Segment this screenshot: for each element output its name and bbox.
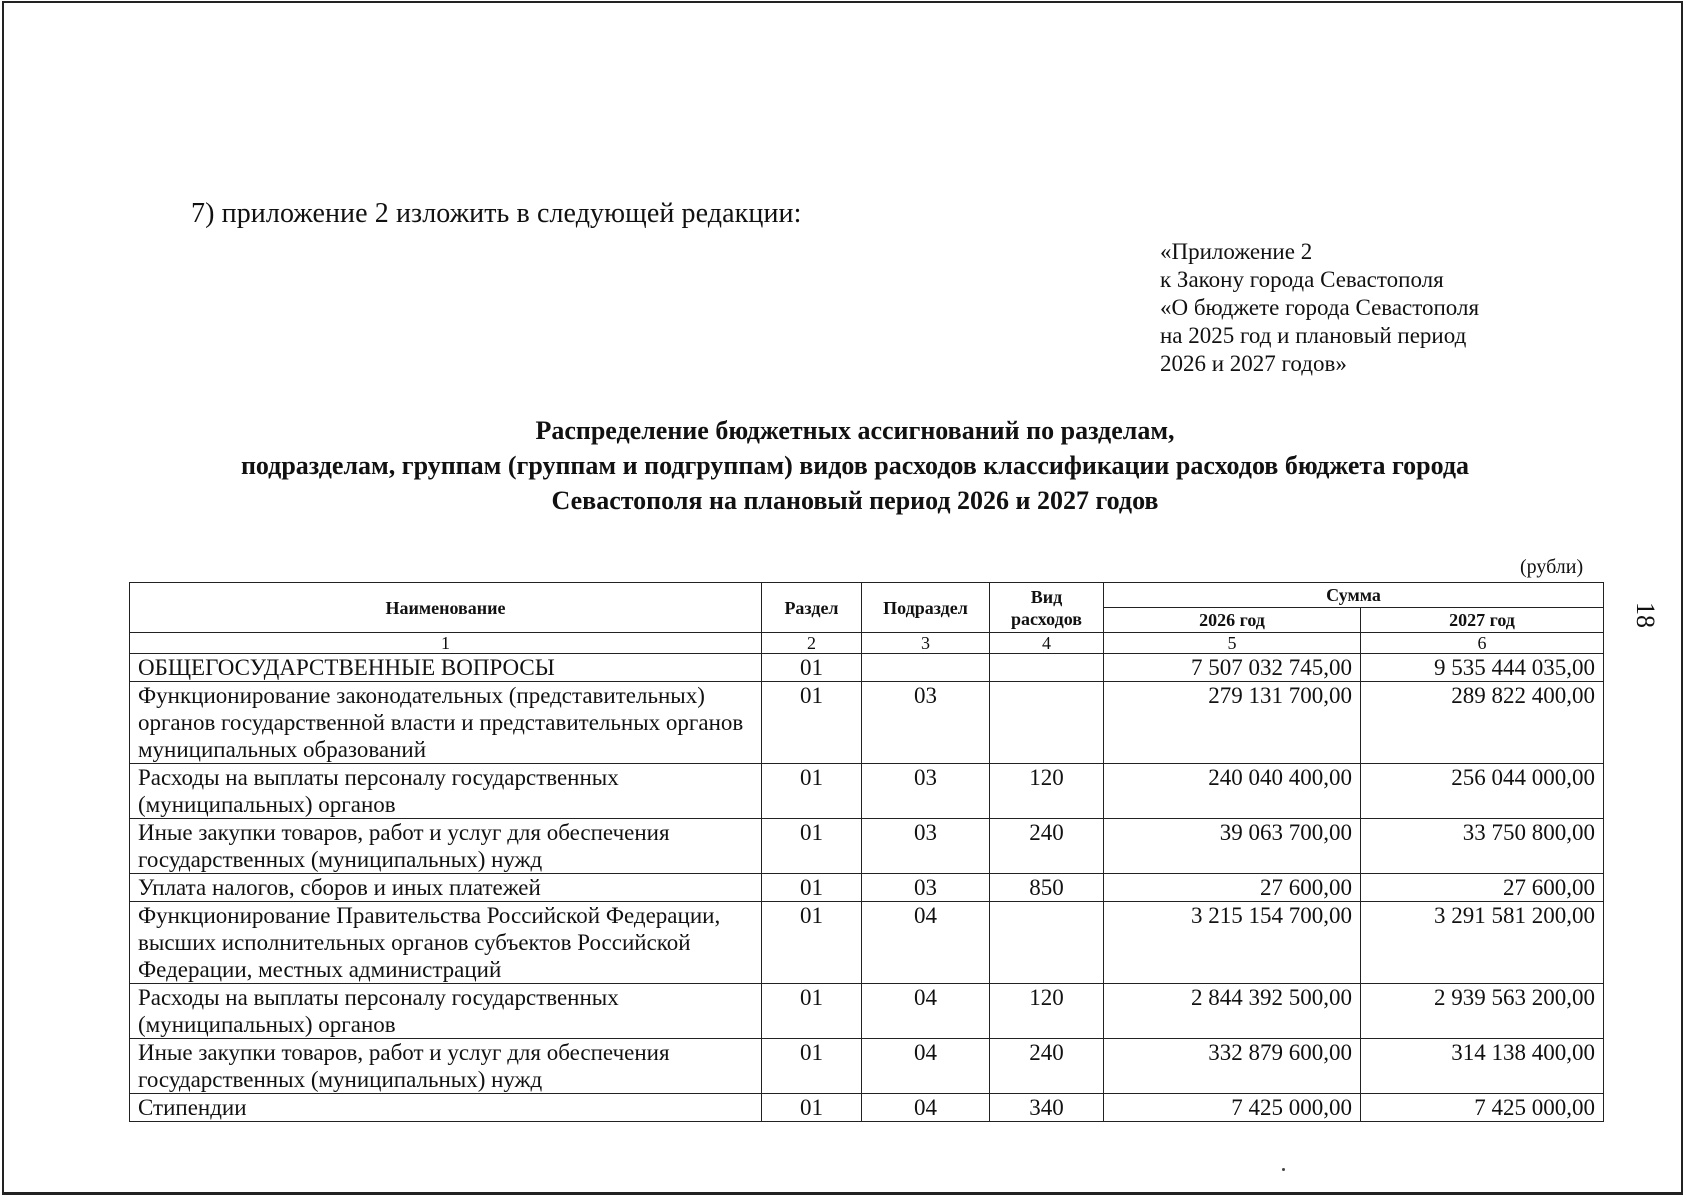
row-section: 01: [762, 682, 862, 764]
row-section: 01: [762, 764, 862, 819]
column-number: 5: [1104, 633, 1361, 654]
table-row: [130, 1039, 1604, 1094]
row-amount-2026: 332 879 600,00: [1104, 1039, 1361, 1094]
header-section: Раздел: [762, 583, 862, 633]
table-row: [130, 764, 1604, 819]
row-name: Стипендии: [130, 1094, 762, 1122]
title-line: подразделам, группам (группам и подгруппам) видов расходов классификации расходов бюджета города: [240, 451, 1470, 480]
row-name: Функционирование Правительства Российской Федерации, высших исполнительных органов субъектов Российской Федерации, местных администраций: [130, 902, 762, 984]
budget-table: [129, 582, 1604, 1122]
row-expense-type: [990, 902, 1104, 984]
row-amount-2026: 3 215 154 700,00: [1104, 902, 1361, 984]
row-amount-2026: 240 040 400,00: [1104, 764, 1361, 819]
row-section: 01: [762, 874, 862, 902]
row-section: 01: [762, 984, 862, 1039]
row-name: Иные закупки товаров, работ и услуг для обеспечения государственных (муниципальных) нужд: [130, 1039, 762, 1094]
row-subsection: 04: [862, 1039, 990, 1094]
row-amount-2026: 39 063 700,00: [1104, 819, 1361, 874]
row-amount-2026: 2 844 392 500,00: [1104, 984, 1361, 1039]
amendment-intro: 7) приложение 2 изложить в следующей редакции:: [191, 198, 802, 229]
row-amount-2027: 256 044 000,00: [1361, 764, 1604, 819]
row-subsection: 03: [862, 874, 990, 902]
row-amount-2027: 2 939 563 200,00: [1361, 984, 1604, 1039]
table-row: [130, 1094, 1604, 1122]
row-name: Уплата налогов, сборов и иных платежей: [130, 874, 762, 902]
row-section: 01: [762, 1094, 862, 1122]
row-expense-type: 240: [990, 819, 1104, 874]
row-amount-2027: 9 535 444 035,00: [1361, 654, 1604, 682]
appendix-ref-line: на 2025 год и плановый период: [1160, 323, 1467, 348]
row-subsection: 03: [862, 764, 990, 819]
header-year-2027: 2027 год: [1361, 608, 1604, 633]
column-number: 4: [990, 633, 1104, 654]
units-label: (рубли): [1520, 556, 1584, 578]
column-number: 1: [130, 633, 762, 654]
row-subsection: [862, 654, 990, 682]
table-row: [130, 874, 1604, 902]
header-sum: Сумма: [1104, 583, 1604, 608]
row-amount-2026: 7 507 032 745,00: [1104, 654, 1361, 682]
row-amount-2026: 27 600,00: [1104, 874, 1361, 902]
row-section: 01: [762, 819, 862, 874]
row-amount-2027: 3 291 581 200,00: [1361, 902, 1604, 984]
row-amount-2027: 289 822 400,00: [1361, 682, 1604, 764]
table-header-row: [130, 583, 1604, 608]
column-number: 3: [862, 633, 990, 654]
table-row: [130, 654, 1604, 682]
row-amount-2027: 27 600,00: [1361, 874, 1604, 902]
appendix-ref-line: 2026 и 2027 годов»: [1160, 351, 1347, 376]
column-number-row: [130, 633, 1604, 654]
row-amount-2026: 7 425 000,00: [1104, 1094, 1361, 1122]
row-subsection: 03: [862, 819, 990, 874]
table-row: [130, 819, 1604, 874]
appendix-reference: [1160, 238, 1479, 378]
header-name: Наименование: [130, 583, 762, 633]
table-row: [130, 682, 1604, 764]
appendix-ref-line: «Приложение 2: [1160, 239, 1313, 264]
row-expense-type: 240: [990, 1039, 1104, 1094]
row-name: Иные закупки товаров, работ и услуг для обеспечения государственных (муниципальных) нужд: [130, 819, 762, 874]
row-expense-type: 120: [990, 984, 1104, 1039]
row-subsection: 04: [862, 902, 990, 984]
row-expense-type: 340: [990, 1094, 1104, 1122]
row-expense-type: 850: [990, 874, 1104, 902]
row-amount-2027: 7 425 000,00: [1361, 1094, 1604, 1122]
row-subsection: 04: [862, 1094, 990, 1122]
row-section: 01: [762, 1039, 862, 1094]
title-line: Распределение бюджетных ассигнований по разделам,: [535, 416, 1175, 445]
scan-speck: [1282, 1168, 1285, 1171]
row-name: Расходы на выплаты персоналу государственных (муниципальных) органов: [130, 984, 762, 1039]
column-number: 6: [1361, 633, 1604, 654]
row-expense-type: 120: [990, 764, 1104, 819]
row-subsection: 03: [862, 682, 990, 764]
row-expense-type: [990, 654, 1104, 682]
row-name: Расходы на выплаты персоналу государственных (муниципальных) органов: [130, 764, 762, 819]
header-subsection: Подраздел: [862, 583, 990, 633]
row-name: ОБЩЕГОСУДАРСТВЕННЫЕ ВОПРОСЫ: [130, 654, 762, 682]
table-row: [130, 902, 1604, 984]
appendix-ref-line: «О бюджете города Севастополя: [1160, 295, 1480, 320]
row-subsection: 04: [862, 984, 990, 1039]
page-number: 18: [1631, 602, 1660, 628]
row-section: 01: [762, 654, 862, 682]
row-amount-2027: 33 750 800,00: [1361, 819, 1604, 874]
header-expense-type: Вид расходов: [990, 583, 1104, 633]
header-year-2026: 2026 год: [1104, 608, 1361, 633]
row-expense-type: [990, 682, 1104, 764]
row-amount-2027: 314 138 400,00: [1361, 1039, 1604, 1094]
appendix-ref-line: к Закону города Севастополя: [1160, 267, 1444, 292]
row-section: 01: [762, 902, 862, 984]
title-line: Севастополя на плановый период 2026 и 2027 годов: [551, 486, 1159, 515]
budget-table-body: [130, 654, 1604, 1122]
column-number: 2: [762, 633, 862, 654]
document-title: [140, 413, 1570, 518]
row-amount-2026: 279 131 700,00: [1104, 682, 1361, 764]
row-name: Функционирование законодательных (представительных) органов государственной власти и представительных органов муниципальных образований: [130, 682, 762, 764]
table-row: [130, 984, 1604, 1039]
